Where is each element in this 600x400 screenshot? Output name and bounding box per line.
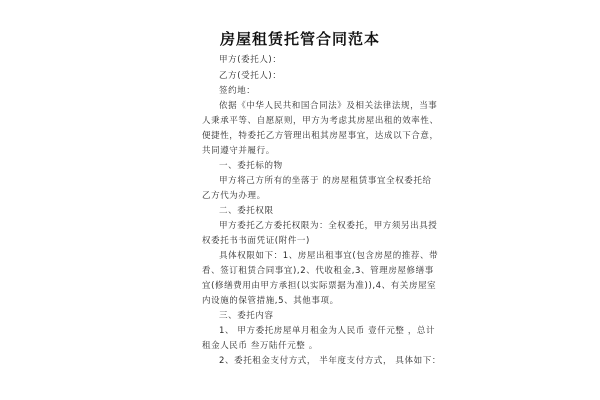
party-b-line: 乙方(受托人)： xyxy=(219,71,282,81)
signing-place-line: 签约地： xyxy=(219,86,256,96)
section-heading-2: 二、委托权限 xyxy=(219,206,274,216)
paragraph-line: 人秉承平等、自愿原则，甲方为考虑其房屋出租的效率性、 xyxy=(202,116,439,126)
paragraph-line: 内设施的保管措施,5、其他事项。 xyxy=(202,296,339,306)
party-a-line: 甲方(委托人)： xyxy=(219,55,282,65)
paragraph-line: 便捷性，特委托乙方管理出租其房屋事宜，达成以下合意， xyxy=(202,131,439,141)
paragraph-line: 甲方委托乙方委托权限为：全权委托，甲方须另出具授 xyxy=(219,221,438,231)
paragraph-line: 共同遵守并履行。 xyxy=(202,146,275,156)
document-title: 房屋租赁托管合同范本 xyxy=(219,30,380,48)
paragraph-line: 甲方将己方所有的坐落于 的房屋租赁事宜全权委托给 xyxy=(219,176,432,186)
paragraph-line: 宜(修缮费用由甲方承担(以实际票据为准)),4、有关房屋室 xyxy=(202,281,437,291)
section-heading-3: 三、委托内容 xyxy=(219,311,274,321)
paragraph-line: 看、签订租赁合同事宜),2、代收租金,3、管理房屋修缮事 xyxy=(202,266,434,276)
paragraph-line: 租金人民币 叁万陆仟元整 。 xyxy=(202,341,318,351)
paragraph-line: 1、 甲方委托房屋单月租金为人民币 壹仟元整 ，总计 xyxy=(219,326,436,336)
paragraph-line: 乙方代为办理。 xyxy=(202,191,266,201)
paragraph-line: 权委托书书面凭证(附件一) xyxy=(202,236,310,246)
paragraph-line: 依据《中华人民共和国合同法》及相关法律法规，当事 xyxy=(219,101,438,111)
paragraph-line: 具体权限如下：1、房屋出租事宜(包含房屋的推荐、带 xyxy=(219,251,439,261)
section-heading-1: 一、委托标的物 xyxy=(219,161,283,171)
paragraph-line: 2、委托租金支付方式， 半年度支付方式， 具体如下： xyxy=(219,356,441,366)
